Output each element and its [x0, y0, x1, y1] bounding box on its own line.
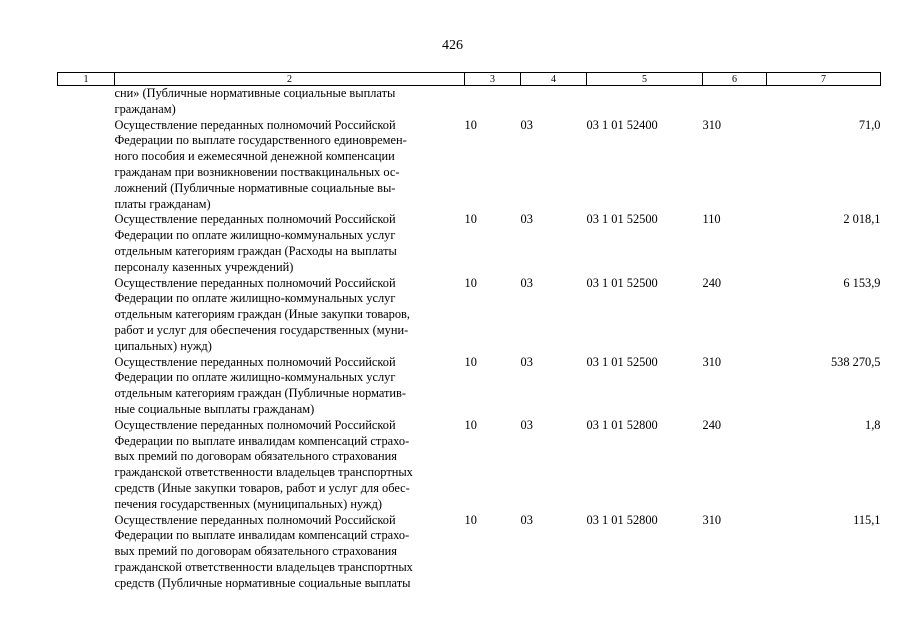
cell-target-article: 03 1 01 52400 [586, 117, 658, 132]
cell-empty [58, 513, 115, 592]
cell-subsection: 03 [520, 212, 533, 227]
table-row [58, 118, 881, 213]
cell-section [465, 86, 521, 118]
cell-expense-name [115, 86, 465, 118]
expense-name-line: сни» (Публичные нормативные социальные выплаты [114, 86, 396, 100]
expense-name-line: ципальных) нужд) [114, 338, 212, 353]
column-header: 1 [58, 73, 115, 86]
expense-name-line: Осуществление переданных полномочий Российской [114, 354, 396, 369]
expense-name-line: платы гражданам) [114, 196, 211, 211]
expense-name-line: средств (Иные закупки товаров, работ и услуг для обес- [114, 480, 410, 495]
expense-name-line: отдельным категориям граждан (Публичные норматив- [114, 386, 407, 401]
expense-name-line: ного пособия и ежемесячной денежной компенсации [114, 149, 395, 164]
cell-target-article: 03 1 01 52800 [586, 512, 658, 527]
cell-expense-type [703, 86, 767, 118]
expense-name-line: гражданам при возникновении поствакцинальных ос- [114, 164, 400, 179]
cell-empty [58, 276, 115, 355]
expense-name-line: Федерации по оплате жилищно-коммунальных услуг [114, 291, 396, 306]
cell-section: 10 [464, 212, 477, 227]
cell-expense-type: 240 [702, 417, 722, 432]
column-header: 2 [115, 73, 465, 86]
column-number-header [58, 73, 881, 86]
cell-subsection: 03 [520, 512, 533, 527]
cell-empty [58, 118, 115, 213]
cell-target-article: 03 1 01 52500 [586, 275, 658, 290]
expense-name-line: вых премий по договорам обязательного страхования [114, 449, 397, 464]
cell-amount [767, 86, 881, 118]
budget-table [57, 72, 881, 592]
expense-name-line: Федерации по оплате жилищно-коммунальных услуг [114, 228, 396, 243]
table-row [58, 212, 881, 275]
expense-name-line: Осуществление переданных полномочий Российской [114, 212, 396, 227]
cell-expense-name [115, 513, 465, 592]
expense-name-line: Федерации по оплате жилищно-коммунальных услуг [114, 370, 396, 385]
column-header: 6 [703, 73, 767, 86]
expense-name-line: отдельным категориям граждан (Иные закупки товаров, [114, 307, 410, 322]
expense-name-line: Федерации по выплате инвалидам компенсаций страхо- [114, 528, 410, 543]
cell-expense-type: 310 [702, 512, 722, 527]
expense-name-line: вых премий по договорам обязательного страхования [114, 544, 397, 559]
cell-section: 10 [464, 117, 477, 132]
cell-section: 10 [464, 417, 477, 432]
cell-expense-name [115, 212, 465, 275]
expense-name-line: Осуществление переданных полномочий Российской [114, 512, 396, 527]
cell-target-article: 03 1 01 52800 [586, 417, 658, 432]
expense-name-line: гражданам) [114, 101, 176, 116]
cell-subsection: 03 [520, 417, 533, 432]
cell-expense-type: 310 [702, 117, 722, 132]
cell-expense-name [115, 276, 465, 355]
cell-amount: 2 018,1 [843, 212, 881, 227]
expense-name-line: персоналу казенных учреждений) [114, 259, 294, 274]
cell-section: 10 [464, 354, 477, 369]
cell-subsection: 03 [520, 117, 533, 132]
expense-name-line: Осуществление переданных полномочий Российской [114, 117, 396, 132]
expense-name-line: Федерации по выплате инвалидам компенсаций страхо- [114, 433, 410, 448]
expense-name-line: отдельным категориям граждан (Расходы на выплаты [114, 243, 397, 258]
column-header: 5 [587, 73, 703, 86]
expense-name-line: ные социальные выплаты гражданам) [114, 401, 315, 416]
cell-subsection: 03 [520, 275, 533, 290]
column-header: 3 [465, 73, 521, 86]
column-header: 7 [767, 73, 881, 86]
cell-subsection [521, 86, 587, 118]
table-body [58, 86, 881, 592]
cell-expense-name [115, 418, 465, 513]
cell-subsection: 03 [520, 354, 533, 369]
cell-section: 10 [464, 275, 477, 290]
cell-amount: 6 153,9 [843, 275, 881, 290]
cell-amount: 115,1 [853, 512, 881, 527]
expense-name-line: гражданской ответственности владельцев транспортных [114, 465, 413, 480]
cell-amount: 71,0 [858, 117, 881, 132]
expense-name-line: средств (Публичные нормативные социальные выплаты [114, 575, 411, 590]
table-row [58, 418, 881, 513]
cell-target-article: 03 1 01 52500 [586, 354, 658, 369]
cell-amount: 1,8 [865, 417, 881, 432]
cell-target-article: 03 1 01 52500 [586, 212, 658, 227]
table-row [58, 513, 881, 592]
cell-section: 10 [464, 512, 477, 527]
cell-empty [58, 212, 115, 275]
cell-expense-name [115, 355, 465, 418]
table-row [58, 355, 881, 418]
cell-expense-type: 110 [702, 212, 721, 227]
expense-name-line: ложнений (Публичные нормативные социальные вы- [114, 180, 396, 195]
cell-target-article [587, 86, 703, 118]
table-row [58, 276, 881, 355]
cell-empty [58, 86, 115, 118]
expense-name-line: Осуществление переданных полномочий Российской [114, 275, 396, 290]
cell-empty [58, 418, 115, 513]
cell-expense-name [115, 118, 465, 213]
cell-expense-type: 240 [702, 275, 722, 290]
expense-name-line: гражданской ответственности владельцев транспортных [114, 559, 413, 574]
cell-amount: 538 270,5 [830, 354, 881, 369]
table-row [58, 86, 881, 118]
expense-name-line: Осуществление переданных полномочий Российской [114, 417, 396, 432]
cell-empty [58, 355, 115, 418]
expense-name-line: Федерации по выплате государственного единовремен- [114, 133, 407, 148]
expense-name-line: печения государственных (муниципальных) нужд) [114, 496, 382, 511]
cell-expense-type: 310 [702, 354, 722, 369]
expense-name-line: работ и услуг для обеспечения государственных (муни- [114, 322, 409, 337]
column-header: 4 [521, 73, 587, 86]
page-number: 426 [442, 38, 463, 53]
